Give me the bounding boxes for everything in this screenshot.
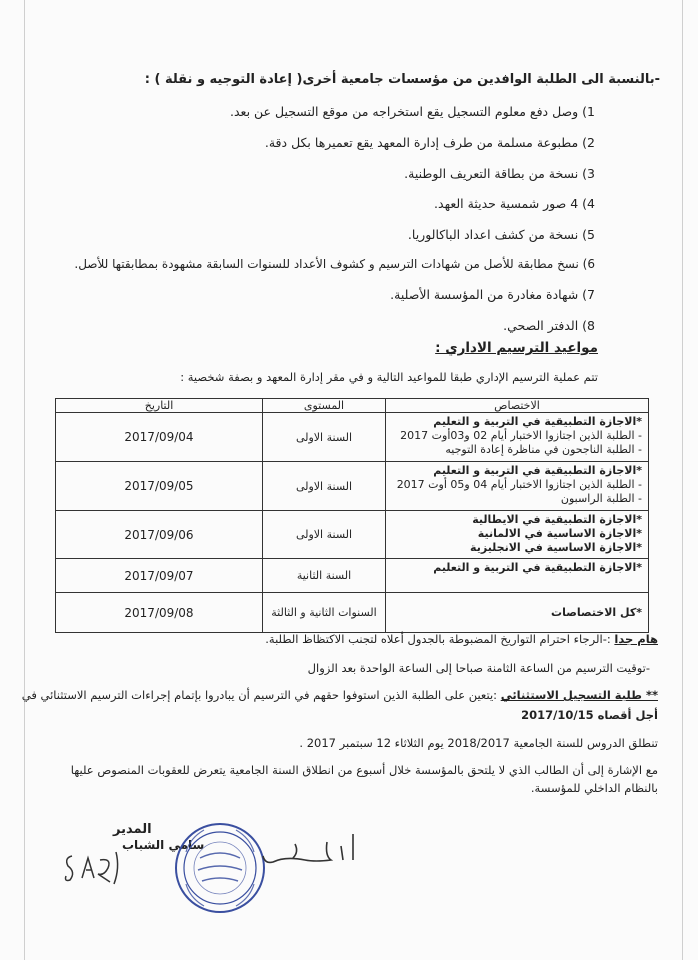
table-row: [56, 462, 649, 511]
schedule-title: مواعيد الترسيم الاداري :: [435, 340, 598, 356]
document-item: 2) مطبوعة مسلمة من طرف إدارة المعهد يقع تعميرها بكل دقة.: [264, 135, 595, 150]
important-note: [265, 630, 658, 648]
binding-line: [24, 0, 25, 960]
table-row: [56, 511, 649, 559]
signature-scribble-left: [60, 838, 130, 888]
level-cell: السنة الاولى: [263, 413, 386, 462]
spec-cell: [386, 462, 649, 511]
table-row: [56, 413, 649, 462]
exceptional-deadline: أجل أقصاه 2017/10/15: [521, 708, 658, 722]
document-item: 6) نسخ مطابقة للأصل من شهادات الترسيم و كشوف الأعداد للسنوات السابقة مشهودة بمطابقتها للأصل.: [74, 257, 595, 271]
header-date: التاريخ: [56, 399, 263, 413]
spec-line: - الطلبة الذين اجتازوا الاختبار أيام 04 و05 أوت 2017: [396, 478, 642, 491]
schedule-intro: تتم عملية الترسيم الإداري طبقا للمواعيد التالية و في مقر إدارة المعهد و بصفة شخصية :: [180, 370, 598, 384]
document-item: 8) الدفتر الصحي.: [503, 318, 595, 333]
level-cell: السنة الاولى: [263, 511, 386, 559]
document-item: 3) نسخة من بطاقة التعريف الوطنية.: [404, 166, 595, 181]
date-cell: 2017/09/04: [56, 413, 263, 462]
signature-scribble-right: [255, 826, 365, 871]
document-item: 1) وصل دفع معلوم التسجيل يقع استخراجه من موقع التسجيل عن بعد.: [230, 104, 595, 119]
signature-title: المدير: [113, 822, 152, 837]
warning-note: مع الإشارة إلى أن الطالب الذي لا يلتحق بالمؤسسة خلال أسبوع من انطلاق السنة الجامعية يتعرض للعقوبات المنصوص عليها: [70, 763, 658, 777]
date-cell: 2017/09/06: [56, 511, 263, 559]
spec-title: *الاجازة التطبيقية في الايطالية: [472, 513, 642, 526]
table-row: [56, 593, 649, 633]
spec-title: *الاجازة التطبيقية في التربية و التعليم: [433, 415, 642, 428]
spec-line: - الطلبة الذين اجتازوا الاختبار أيام 02 و03أوت 2017: [400, 429, 642, 442]
spec-cell: [386, 559, 649, 593]
spec-title: *الاجازة التطبيقية في التربية و التعليم: [433, 561, 642, 574]
exceptional-label: ** طلبة التسجيل الاستثنائي: [500, 688, 658, 702]
spec-line: *الاجازة الاساسية في الانجليزية: [470, 541, 642, 554]
schedule-table: [55, 398, 649, 633]
date-cell: 2017/09/05: [56, 462, 263, 511]
document-item: 5) نسخة من كشف اعداد الباكالوريا.: [407, 227, 595, 242]
spec-cell: [386, 413, 649, 462]
spec-title: *كل الاختصاصات: [551, 605, 642, 619]
timing-note: -توقيت الترسيم من الساعة الثامنة صباحا إلى الساعة الواحدة بعد الزوال: [307, 661, 650, 675]
exceptional-note: [22, 686, 658, 704]
date-cell: 2017/09/08: [56, 593, 263, 633]
level-cell: السنة الاولى: [263, 462, 386, 511]
document-item: 4) 4 صور شمسية حديثة العهد.: [434, 196, 595, 211]
classes-start-note: تنطلق الدروس للسنة الجامعية 2018/2017 يوم الثلاثاء 12 سبتمبر 2017 .: [299, 736, 658, 750]
important-text: :-الرجاء احترام التواريخ المضبوطة بالجدول أعلاه لتجنب الاكتظاظ الطلبة.: [265, 632, 615, 646]
spec-line: *الاجازة الاساسية في الالمانية: [477, 527, 642, 540]
spec-line: - الطلبة الناجحون في مناظرة إعادة التوجيه: [445, 443, 642, 456]
spec-title: *الاجازة التطبيقية في التربية و التعليم: [433, 464, 642, 477]
header-spec: الاختصاص: [386, 399, 649, 413]
table-row: [56, 559, 649, 593]
spec-line: - الطلبة الراسبون: [560, 492, 642, 505]
document-item: 7) شهادة مغادرة من المؤسسة الأصلية.: [390, 287, 595, 302]
table-header-row: [56, 399, 649, 413]
level-cell: السنوات الثانية و الثالثة: [263, 593, 386, 633]
level-cell: السنة الثانية: [263, 559, 386, 593]
spec-cell: [386, 511, 649, 559]
spec-cell: [386, 593, 649, 633]
header-level: المستوى: [263, 399, 386, 413]
section-heading: -بالنسبة الى الطلبة الوافدين من مؤسسات جامعية أخرى( إعادة التوجيه و نقلة ) :: [144, 72, 660, 87]
binding-line: [682, 0, 683, 960]
signature-name: سامي الشباب: [122, 838, 205, 852]
important-label: هام جدا: [614, 632, 658, 646]
date-cell: 2017/09/07: [56, 559, 263, 593]
exceptional-text: :يتعين على الطلبة الذين استوفوا حقهم في الترسيم أن يبادروا بإتمام إجراءات الترسيم الاستثنائي في: [21, 688, 501, 702]
warning-note-continued: بالنظام الداخلي للمؤسسة.: [530, 781, 658, 795]
